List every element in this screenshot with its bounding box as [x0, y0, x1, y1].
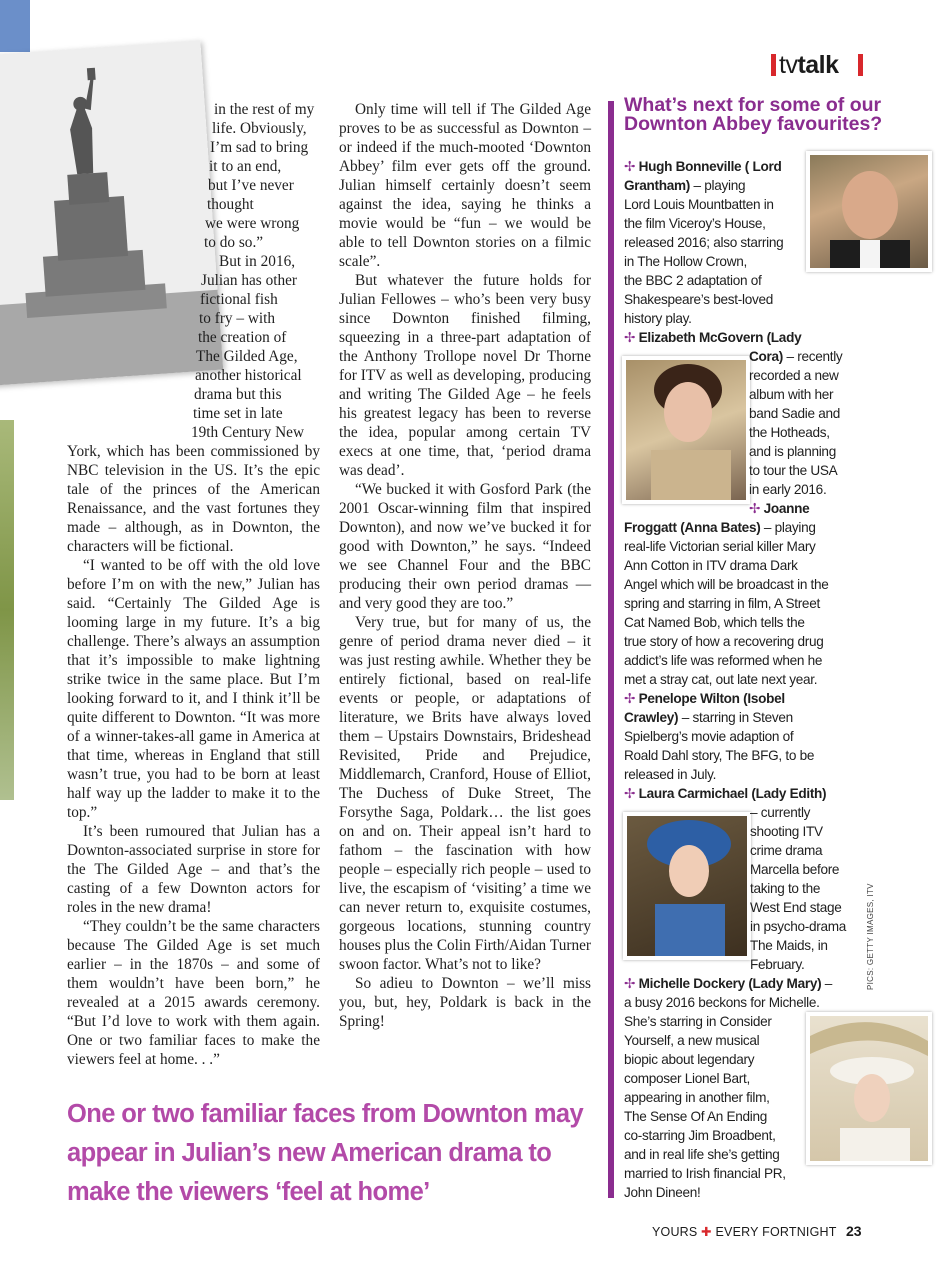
column1-paragraph: York, which has been commissioned by NBC television in the US. It’s the epic tale of the princes of the American Renaissance, and the vast fortunes they made – although, as in Downton, the characters will be fictional. [67, 443, 320, 555]
sidebar-accent-bar [608, 101, 614, 1198]
portrait-illustration [627, 816, 747, 956]
michelle-dockery-photo [806, 1012, 932, 1165]
column1-line: we were wrong [205, 215, 300, 232]
entry-name: Laura Carmichael (Lady Edith) [638, 786, 827, 801]
column1-line: time set in late [193, 405, 283, 422]
footer-magazine-name [652, 1224, 837, 1240]
entry-text: true story of how a recovering drug [624, 634, 824, 649]
cross-icon: ✢ [624, 786, 636, 801]
plus-icon: ✚ [701, 1225, 712, 1239]
column1-line: another historical [195, 367, 302, 384]
column1-line: it to an end, [209, 158, 282, 175]
entry-text: – playing [690, 178, 746, 193]
entry-text: – currently [750, 805, 811, 820]
column1-line: thought [207, 196, 254, 213]
entry-line [624, 176, 745, 195]
entry-text: real-life Victorian serial killer Mary [624, 539, 816, 554]
entry-text: biopic about legendary [624, 1052, 755, 1067]
entry-text: the film Viceroy’s House, [624, 216, 766, 231]
column2-paragraph: Very true, but for many of us, the genre of period drama never died – it was just resting awhile. Whether they be entirely fictional, based on real-life events or people, or adaptations of literature, we Brits have always loved them – Upstairs Downstairs, Brideshead Revisited, Pride and Prejudice, Middlemarch, Cranford, House of Elliot, The Duchess of Duke Street, The Forsythe Saga, Poldark… the list goes on and on. Their appeal isn’t hard to fathom – the fascination with how people – especially rich people – used to live, the escapism of ‘visiting’ a time we can never return to, exquisite costumes, gorgeous locations, stunning country houses plus the Colin Firth/Aidan Turner swoon factor. What’s not to like? [339, 614, 591, 973]
entry-text: The Sense Of An Ending [624, 1109, 768, 1124]
column1-line: fictional fish [200, 291, 278, 308]
entry-text: released in July. [624, 767, 717, 782]
column2-body [339, 100, 591, 1031]
entry-text: in early 2016. [749, 482, 827, 497]
entry-text: appearing in another film, [624, 1090, 770, 1105]
entry-text: history play. [624, 311, 692, 326]
entry-text: the Hotheads, [749, 425, 830, 440]
column1-line: life. Obviously, [212, 120, 307, 137]
entry-text: Yourself, a new musical [624, 1033, 760, 1048]
entry-text: Roald Dahl story, The BFG, to be [624, 748, 815, 763]
entry-text: The Maids, in [750, 938, 828, 953]
sidebar-entry-joanne-froggatt [749, 499, 809, 518]
entry-text: Cat Named Bob, which tells the [624, 615, 805, 630]
footer-left: YOURS [652, 1225, 698, 1239]
cross-icon: ✢ [624, 691, 636, 706]
entry-text: co-starring Jim Broadbent, [624, 1128, 776, 1143]
column1-line: in the rest of my [214, 101, 315, 118]
sidebar-title: What’s next for some of our Downton Abbey favourites? [624, 94, 883, 135]
entry-text: – playing [760, 520, 816, 535]
entry-text: February. [750, 957, 805, 972]
entry-name: Froggatt (Anna Bates) [624, 520, 761, 535]
header-prefix: tv [779, 51, 798, 79]
entry-line [624, 708, 793, 727]
entry-text: John Dineen! [624, 1185, 701, 1200]
entry-text: and in real life she’s getting [624, 1147, 780, 1162]
entry-text: married to Irish financial PR, [624, 1166, 786, 1181]
header-suffix: talk [797, 51, 839, 79]
entry-text: recorded a new [749, 368, 839, 383]
entry-text: Ann Cotton in ITV drama Dark [624, 558, 798, 573]
entry-text: – starring in Steven [678, 710, 793, 725]
column2-paragraph: But whatever the future holds for Julian Fellowes – who’s been very busy since Downton finished filming, squeezing in a three-part adaptation of the Anthony Trollope novel Dr Thorne for ITV as well as developing, producing and writing The Gilded Age – he feels his greatest legacy has been to reverse the idea, popular among certain TV execs at one time, that, ‘period drama was dead’. [339, 272, 591, 479]
entry-text: Marcella before [750, 862, 840, 877]
sidebar-entry-elizabeth-mcgovern [624, 328, 801, 347]
entry-text: album with her [749, 387, 834, 402]
elizabeth-mcgovern-photo [622, 356, 750, 504]
column1-line: the creation of [198, 329, 287, 346]
column1-paragraph: “I wanted to be off with the old love before I’m on with the new,” Julian has said. “Certainly The Gilded Age is looming large in my future. It’s a big challenge. There’s always an assumption that it’s impossible to make lightning strike twice in the same place. But I’m looking forward to it, and I think it’ll be quite different to Downton. “It was more of a winner-takes-all game in America at that time, whereas in England that still wasn’t true, you had to be born at least half way up the ladder to make it to the top.” [67, 557, 320, 821]
entry-text: to tour the USA [749, 463, 838, 478]
entry-text: released 2016; also starring [624, 235, 784, 250]
entry-text: West End stage [750, 900, 842, 915]
entry-name: Joanne [763, 501, 810, 516]
column2-paragraph: So adieu to Downton – we’ll miss you, but, hey, Poldark is back in the Spring! [339, 975, 591, 1030]
entry-text: in The Hollow Crown, [624, 254, 747, 269]
page-number: 23 [846, 1223, 862, 1239]
photo-credit: PICS: GETTY IMAGES, ITV [866, 883, 875, 990]
entry-name: Cora) [749, 349, 783, 364]
entry-text: addict’s life was reformed when he [624, 653, 823, 668]
column1-line: Julian has other [201, 272, 298, 289]
column1-line: drama but this [194, 386, 282, 403]
column1-line: but I’ve never [208, 177, 294, 194]
section-header [779, 50, 839, 80]
column1-line: The Gilded Age, [196, 348, 298, 365]
sidebar-entry-michelle-dockery [624, 974, 832, 993]
entry-text: and is planning [749, 444, 836, 459]
column1-paragraph: It’s been rumoured that Julian has a Downton-associated surprise in store for the The Gilded Age – and that’s the casting of a few Downton actors for roles in the new drama! [67, 823, 320, 916]
column1-line: to fry – with [199, 310, 276, 327]
entry-text: – recently [783, 349, 843, 364]
hugh-bonneville-photo [806, 151, 932, 272]
cross-icon: ✢ [749, 501, 761, 516]
entry-text: composer Lionel Bart, [624, 1071, 750, 1086]
entry-text: taking to the [750, 881, 821, 896]
entry-name: Crawley) [624, 710, 679, 725]
entry-text: Shakespeare’s best-loved [624, 292, 773, 307]
sidebar-entry-hugh-bonneville [624, 157, 782, 176]
entry-name: Michelle Dockery (Lady Mary) [638, 976, 822, 991]
portrait-illustration [626, 360, 746, 500]
column1-line: to do so.” [204, 234, 264, 251]
entry-text: – [821, 976, 833, 991]
column1-body [67, 442, 320, 1069]
cross-icon: ✢ [624, 330, 636, 345]
entry-text: the BBC 2 adaptation of [624, 273, 762, 288]
landscape-photo-edge [0, 420, 14, 800]
header-bar-right [858, 54, 863, 76]
column1-line: But in 2016, [219, 253, 296, 270]
portrait-illustration [810, 155, 928, 268]
header-bar-left [771, 54, 776, 76]
entry-name: Hugh Bonneville ( Lord [638, 159, 782, 174]
entry-text: Lord Louis Mountbatten in [624, 197, 774, 212]
cross-icon: ✢ [624, 976, 636, 991]
entry-name: Grantham) [624, 178, 691, 193]
footer-right: EVERY FORTNIGHT [715, 1225, 837, 1239]
entry-name: Elizabeth McGovern (Lady [638, 330, 802, 345]
statue-of-liberty-illustration [0, 40, 223, 385]
entry-text: in psycho-drama [750, 919, 846, 934]
entry-text: She’s starring in Consider [624, 1014, 772, 1029]
blue-photo-edge [0, 0, 30, 52]
statue-of-liberty-photo [0, 40, 223, 385]
laura-carmichael-photo [623, 812, 751, 960]
cross-icon: ✢ [624, 159, 636, 174]
entry-text: crime drama [750, 843, 823, 858]
column1-paragraph: “They couldn’t be the same characters because The Gilded Age is set much earlier – in the 1870s – and some of them wouldn’t have been born,” he revealed at a 2015 awards ceremony. “But I’d love to work with them again. One or two familiar faces to make the viewers feel at home. . .” [67, 918, 320, 1068]
column2-paragraph: “We bucked it with Gosford Park (the 2001 Oscar-winning film that inspired Downton), and now we’ve bucked it for good with Downton,” he says. “Indeed we see Channel Four and the BBC producing their own period dramas — and very good they are too.” [339, 481, 591, 612]
entry-text: Spielberg’s movie adaption of [624, 729, 794, 744]
entry-text: spring and starring in film, A Street [624, 596, 820, 611]
entry-line [624, 518, 816, 537]
entry-text: met a stray cat, out late next year. [624, 672, 818, 687]
entry-name: Penelope Wilton (Isobel [638, 691, 785, 706]
column1-line: I’m sad to bring [210, 139, 309, 156]
sidebar-entry-penelope-wilton [624, 689, 785, 708]
pull-quote: One or two familiar faces from Downton may appear in Julian’s new American drama to make the viewers ‘feel at home’ [67, 1100, 584, 1206]
column2-paragraph: Only time will tell if The Gilded Age proves to be as successful as Downton – or indeed if the much-mooted ‘Downton Abbey’ film ever gets off the ground. Julian himself certainly doesn’t seem against the idea, saying he thinks a movie would be “fun – we would be able to tell Downton stories on a filmic scale”. [339, 101, 591, 270]
sidebar-entry-laura-carmichael [624, 784, 826, 803]
entry-text: a busy 2016 beckons for Michelle. [624, 995, 820, 1010]
entry-text: shooting ITV [750, 824, 823, 839]
entry-text: band Sadie and [749, 406, 841, 421]
column1-line: 19th Century New [191, 424, 305, 441]
entry-line [749, 347, 842, 366]
portrait-illustration [810, 1016, 928, 1161]
entry-text: Angel which will be broadcast in the [624, 577, 829, 592]
